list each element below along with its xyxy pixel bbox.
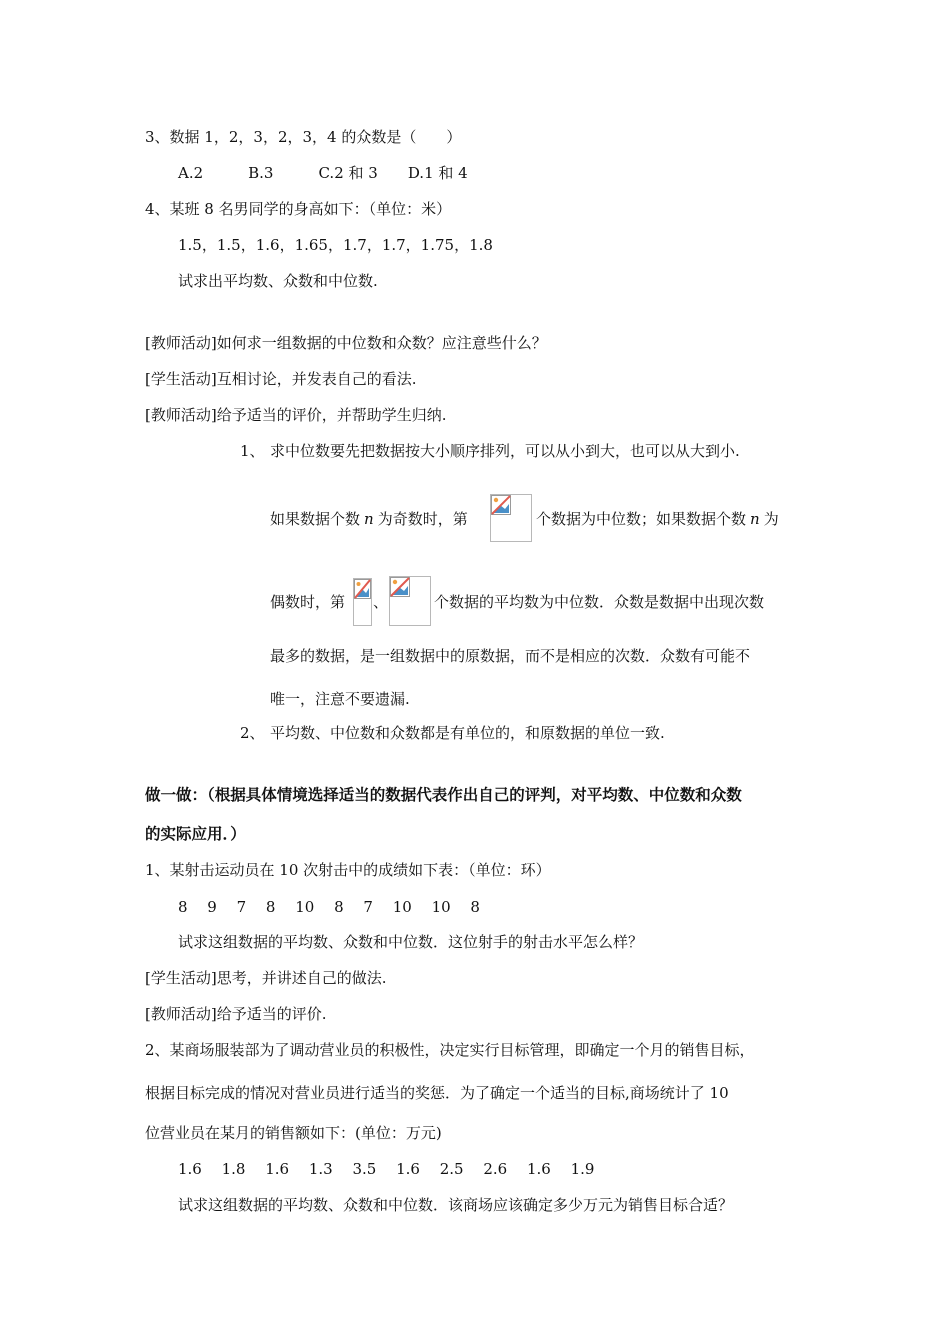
summary-item1-text: 求中位数要先把数据按大小顺序排列，可以从小到大，也可以从大到小.	[270, 442, 740, 460]
summary-even-separator: 、	[373, 593, 389, 611]
summary-line4: 最多的数据，是一组数据中的原数据，而不是相应的次数．众数有可能不	[270, 647, 751, 665]
p1-student-activity: [学生活动]思考，并讲述自己的做法.	[145, 969, 387, 987]
odd-text-c: 个数据为中位数；如果数据个数	[536, 510, 747, 528]
q4-question: 4、某班 8 名男同学的身高如下：（单位：米）	[145, 200, 452, 218]
broken-image-icon	[354, 579, 371, 599]
summary-item2-number: 2、	[240, 724, 265, 742]
formula-image-even2-placeholder	[389, 576, 431, 626]
p1-task: 试求这组数据的平均数、众数和中位数．这位射手的射击水平怎么样？	[178, 933, 644, 951]
formula-image-odd-placeholder	[490, 494, 532, 542]
student-activity-discuss: [学生活动]互相讨论，并发表自己的看法.	[145, 370, 417, 388]
summary-even-text-a: 偶数时，第	[270, 593, 346, 611]
p2-data: 1.6 1.8 1.6 1.3 3.5 1.6 2.5 2.6 1.6 1.9	[178, 1160, 595, 1178]
summary-odd-line	[270, 509, 468, 529]
p1-data: 8 9 7 8 10 8 7 10 10 8	[178, 898, 480, 916]
summary-odd-line-cont	[536, 509, 779, 529]
teacher-activity-summary: [教师活动]给予适当的评价，并帮助学生归纳.	[145, 406, 447, 424]
odd-text-b: 为奇数时，第	[377, 510, 468, 528]
odd-text-a: 如果数据个数	[270, 510, 361, 528]
summary-line5: 唯一，注意不要遗漏.	[270, 690, 410, 708]
q3-question: 3、数据 1，2，3，2，3，4 的众数是（ ）	[145, 128, 462, 146]
broken-image-icon	[390, 577, 410, 597]
p1-teacher-activity: [教师活动]给予适当的评价.	[145, 1005, 327, 1023]
variable-n-2: n	[750, 510, 760, 528]
variable-n: n	[364, 510, 374, 528]
p2-line1: 2、某商场服装部为了调动营业员的积极性，决定实行目标管理，即确定一个月的销售目标，	[145, 1041, 755, 1059]
q4-data: 1.5，1.5，1.6，1.65，1.7，1.7，1.75，1.8	[178, 236, 493, 254]
summary-item1-number: 1、	[240, 442, 265, 460]
teacher-activity-question: [教师活动]如何求一组数据的中位数和众数？应注意些什么？	[145, 334, 547, 352]
doit-heading-line2: 的实际应用．）	[145, 825, 246, 843]
summary-even-text-b: 个数据的平均数为中位数．众数是数据中出现次数	[434, 593, 765, 611]
p2-line3: 位营业员在某月的销售额如下：(单位：万元)	[145, 1124, 442, 1142]
summary-item2-text: 平均数、中位数和众数都是有单位的，和原数据的单位一致.	[270, 724, 665, 742]
p2-task: 试求这组数据的平均数、众数和中位数．该商场应该确定多少万元为销售目标合适？	[178, 1196, 734, 1214]
p1-question: 1、某射击运动员在 10 次射击中的成绩如下表：（单位：环）	[145, 861, 551, 879]
p2-line2: 根据目标完成的情况对营业员进行适当的奖惩．为了确定一个适当的目标,商场统计了 10	[145, 1084, 729, 1102]
q3-choices: A.2 B.3 C.2 和 3 D.1 和 4	[178, 164, 468, 182]
doit-heading-line1: 做一做：（根据具体情境选择适当的数据代表作出自己的评判，对平均数、中位数和众数	[145, 786, 742, 804]
broken-image-icon	[491, 495, 511, 515]
formula-image-even1-placeholder	[353, 578, 372, 626]
q4-task: 试求出平均数、众数和中位数.	[178, 272, 378, 290]
odd-text-d: 为	[763, 510, 779, 528]
